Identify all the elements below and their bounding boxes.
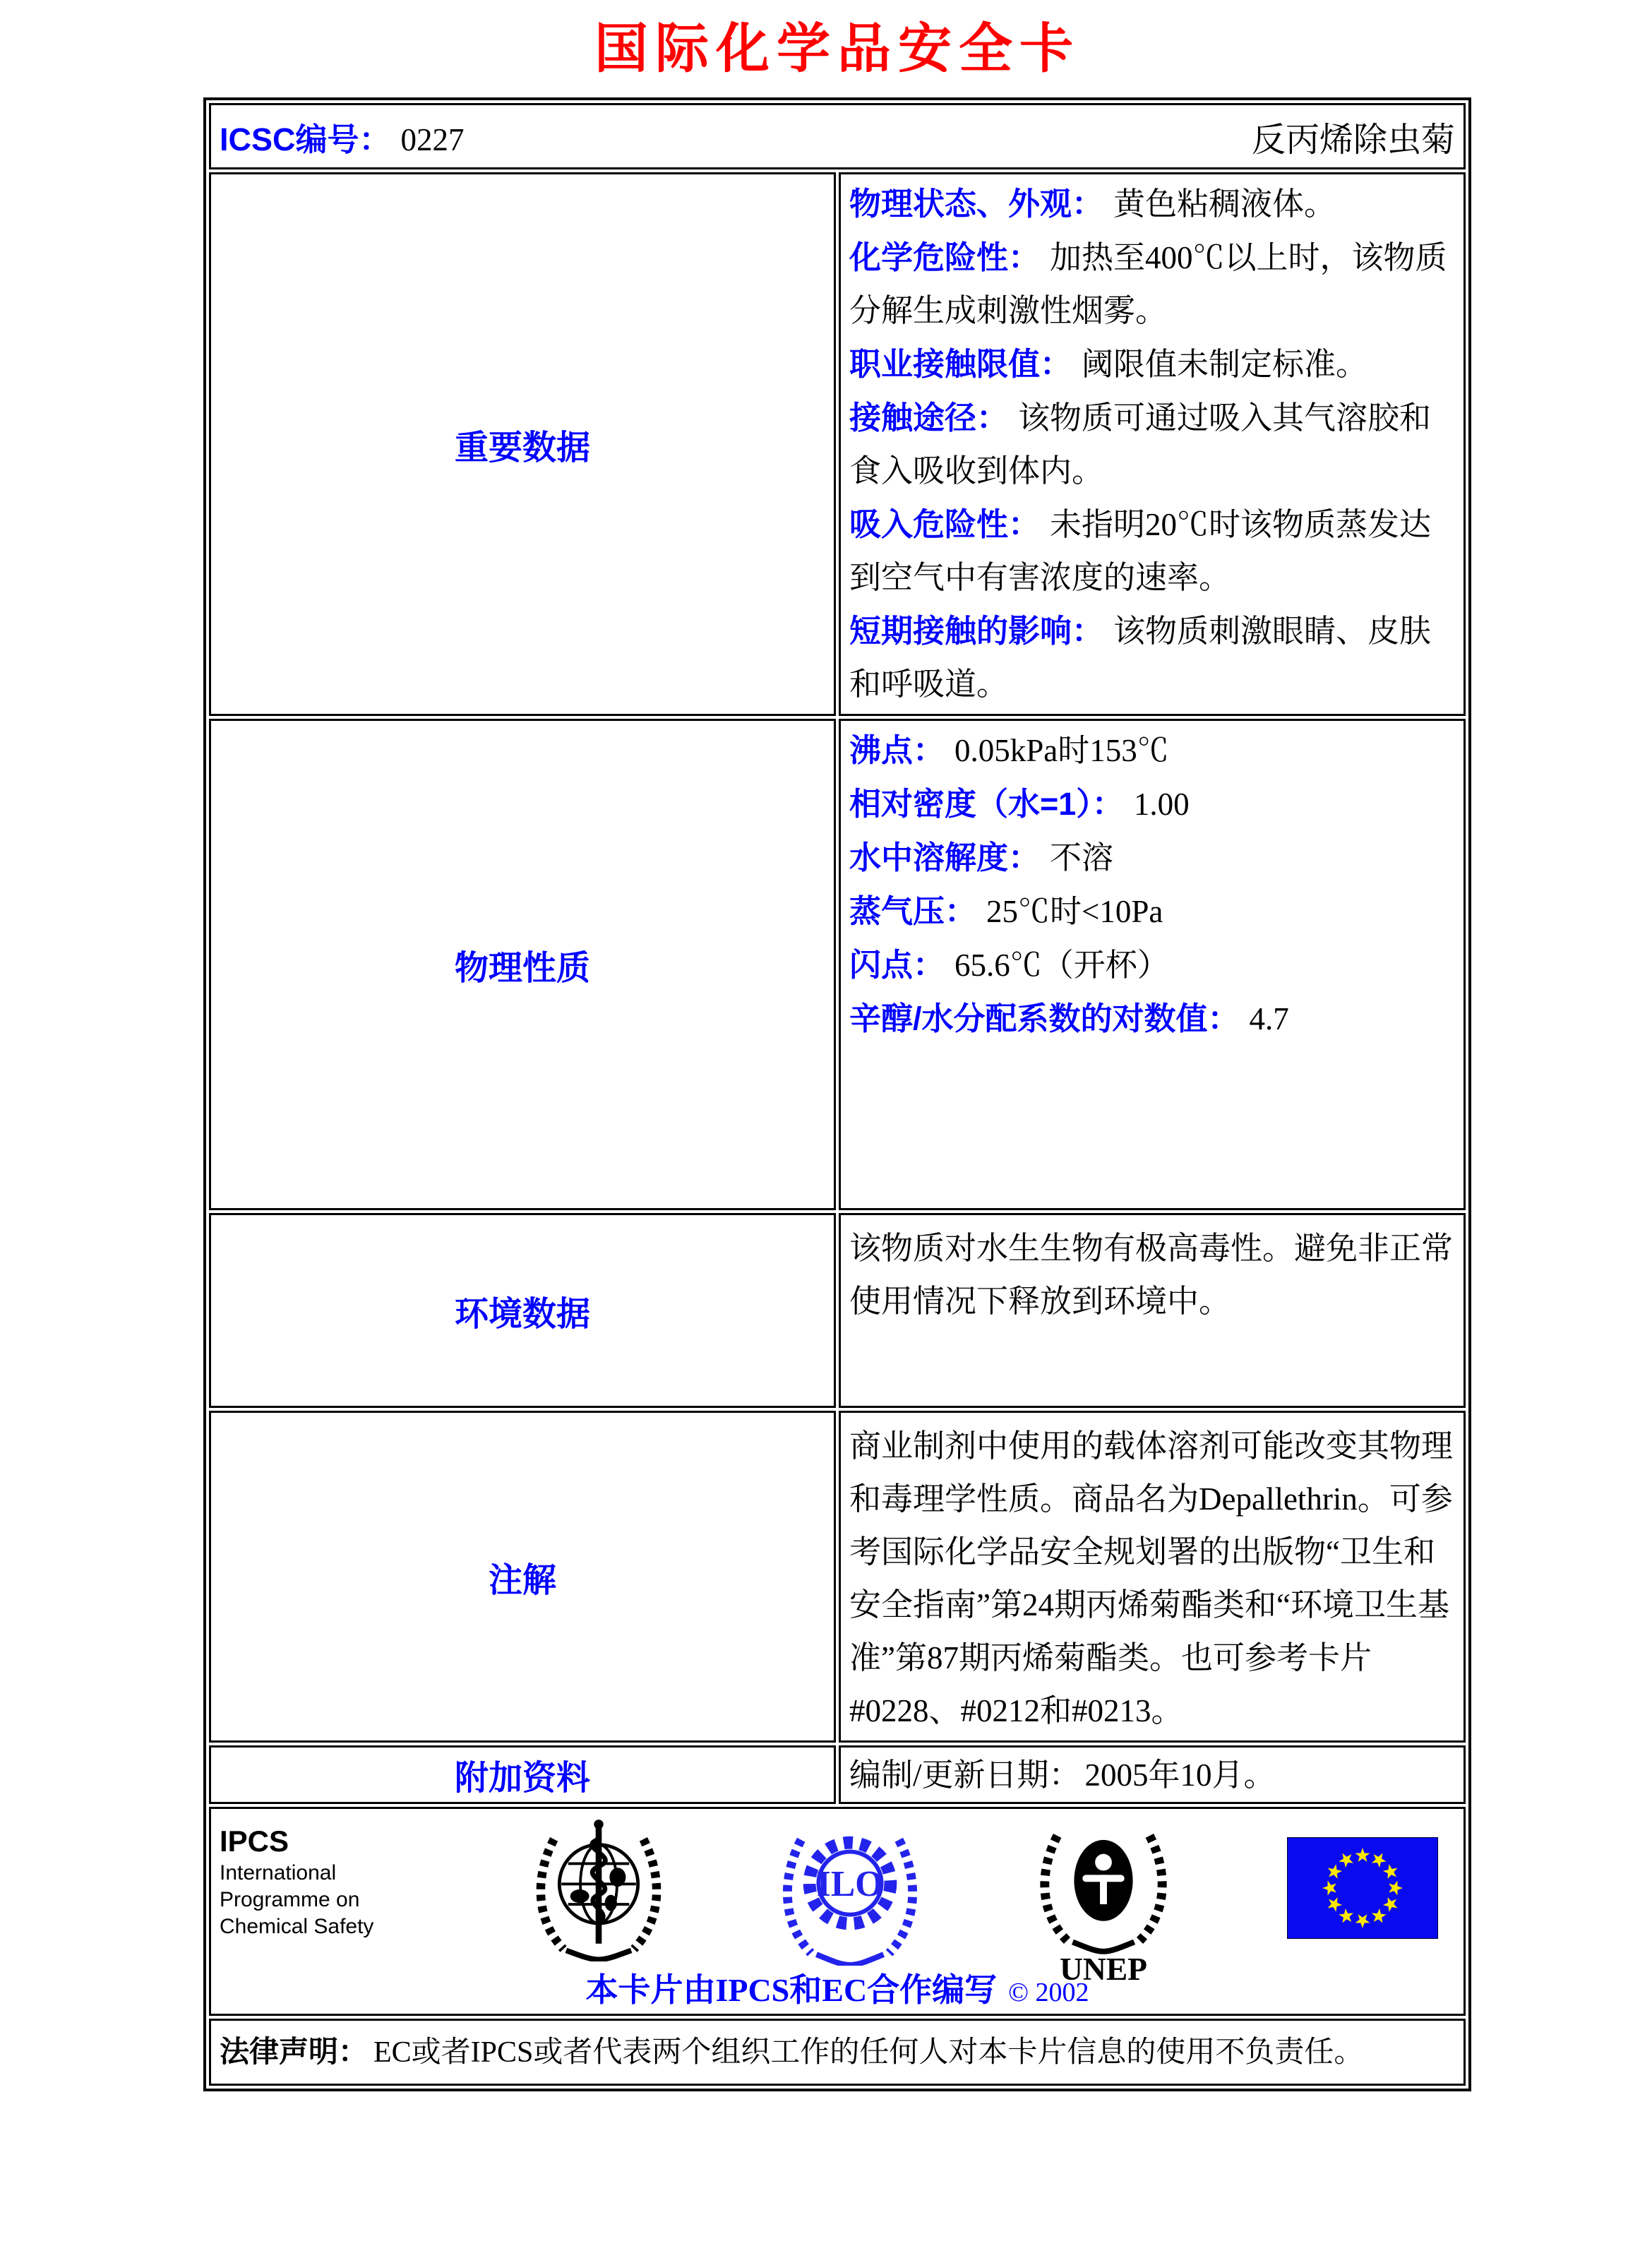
- page-title: 国际化学品安全卡: [594, 20, 1080, 79]
- kv-key: 闪点：: [849, 947, 945, 983]
- section-content-additional-info: [839, 1745, 1466, 1804]
- section-content-important-data: [839, 172, 1466, 716]
- kv-key: 物理状态、外观：: [849, 186, 1104, 222]
- environment-paragraph: 该物质对水生生物有极高毒性。避免非正常使用情况下释放到环境中。: [849, 1231, 1454, 1319]
- icsc-card: [203, 14, 1471, 2091]
- kv-value: 65.6℃（开杯）: [954, 948, 1169, 983]
- kv-value: 未指明20℃时该物质蒸发达到空气中有害浓度的速率。: [849, 507, 1432, 595]
- ilo-letters: ILO: [816, 1863, 884, 1904]
- kv-line: [849, 724, 1455, 777]
- kv-key: 蒸气压：: [849, 893, 977, 929]
- kv-line: [849, 938, 1455, 992]
- kv-value: 25℃时<10Pa: [986, 894, 1163, 929]
- update-date-value: 2005年10月。: [1084, 1757, 1276, 1793]
- section-content-environmental-data: [839, 1213, 1466, 1408]
- kv-line: [849, 604, 1455, 711]
- kv-value: 0.05kPa时153℃: [954, 733, 1169, 768]
- kv-value: 阈限值未制定标准。: [1082, 347, 1368, 382]
- kv-line: [849, 777, 1455, 831]
- kv-line: [849, 992, 1455, 1046]
- kv-line: [849, 885, 1455, 938]
- ipcs-acronym: IPCS: [220, 1824, 289, 1858]
- kv-line: [849, 498, 1455, 604]
- kv-key: 化学危险性：: [849, 239, 1041, 275]
- kv-value: 不溶: [1050, 840, 1114, 876]
- kv-line: [849, 831, 1455, 885]
- footer-caption: [211, 1964, 1464, 2011]
- ipcs-line: International: [220, 1861, 337, 1884]
- ipcs-line: Programme on: [220, 1888, 360, 1911]
- unep-letters: UNEP: [1060, 1950, 1147, 1985]
- kv-key: 相对密度（水=1）：: [849, 786, 1124, 822]
- ipcs-line: Chemical Safety: [220, 1915, 374, 1938]
- footer-caption-text: 本卡片由IPCS和EC合作编写: [585, 1972, 998, 2008]
- legal-line: [220, 2024, 1455, 2081]
- logos-row: [209, 1807, 1466, 2016]
- kv-key: 吸入危险性：: [849, 506, 1041, 542]
- kv-key: 接触途径：: [849, 400, 1009, 436]
- kv-key: 短期接触的影响：: [849, 613, 1104, 649]
- copyright: © 2002: [1008, 1978, 1089, 2007]
- section-label-physical-properties: 物理性质: [209, 719, 836, 1210]
- icsc-table: [203, 97, 1471, 2091]
- kv-key: 沸点：: [849, 732, 945, 768]
- ipcs-logo-text: [220, 1816, 417, 1940]
- eu-flag-icon: [1287, 1837, 1438, 1942]
- unep-logo-icon: [1034, 1816, 1173, 1989]
- kv-line: [849, 177, 1455, 231]
- kv-value: 黄色粘稠液体。: [1113, 186, 1336, 222]
- notes-paragraph: 商业制剂中使用的载体溶剂可能改变其物理和毒理学性质。商品名为Depallethrin。可参考国际化学品安全规划署的出版物“卫生和安全指南”第24期丙烯菊酯类和“环境卫生基准”第87期丙烯菊酯类。也可参考卡片#0228、#0212和#0213。: [849, 1428, 1454, 1728]
- kv-key: 职业接触限值：: [849, 346, 1072, 382]
- header-row: [209, 103, 1466, 169]
- icsc-number-label: ICSC编号：: [220, 121, 391, 157]
- chemical-name: 反丙烯除虫菊: [1251, 121, 1455, 159]
- who-logo-icon: [531, 1816, 666, 1965]
- ilo-logo-icon: [780, 1816, 920, 1969]
- section-label-important-data: 重要数据: [209, 172, 836, 716]
- kv-key: 辛醇/水分配系数的对数值：: [849, 1000, 1240, 1037]
- section-label-additional-info: 附加资料: [209, 1745, 836, 1804]
- update-date-key: 编制/更新日期：: [849, 1757, 1081, 1793]
- section-label-environmental-data: 环境数据: [209, 1213, 836, 1408]
- kv-value: 4.7: [1249, 1001, 1289, 1037]
- kv-line: [849, 338, 1455, 391]
- kv-value: 1.00: [1133, 787, 1190, 822]
- kv-line: [849, 391, 1455, 498]
- kv-value: 该物质刺激眼睛、皮肤和呼吸道。: [849, 614, 1432, 702]
- legal-row: [209, 2019, 1466, 2086]
- kv-value: 加热至400℃以上时，该物质分解生成刺激性烟雾。: [849, 240, 1447, 328]
- section-content-notes: [839, 1411, 1466, 1743]
- section-label-notes: 注解: [209, 1411, 836, 1743]
- kv-line: [849, 231, 1455, 338]
- icsc-number-value: 0227: [400, 121, 465, 157]
- logo-strip: [218, 1813, 1456, 1989]
- kv-value: 该物质可通过吸入其气溶胶和食入吸收到体内。: [849, 400, 1432, 489]
- legal-text: EC或者IPCS或者代表两个组织工作的任何人对本卡片信息的使用不负责任。: [373, 2036, 1364, 2069]
- kv-key: 水中溶解度：: [849, 840, 1041, 876]
- section-content-physical-properties: [839, 719, 1466, 1210]
- update-date-line: [849, 1754, 1455, 1796]
- legal-label: 法律声明：: [220, 2035, 369, 2068]
- icsc-number-group: [220, 114, 465, 160]
